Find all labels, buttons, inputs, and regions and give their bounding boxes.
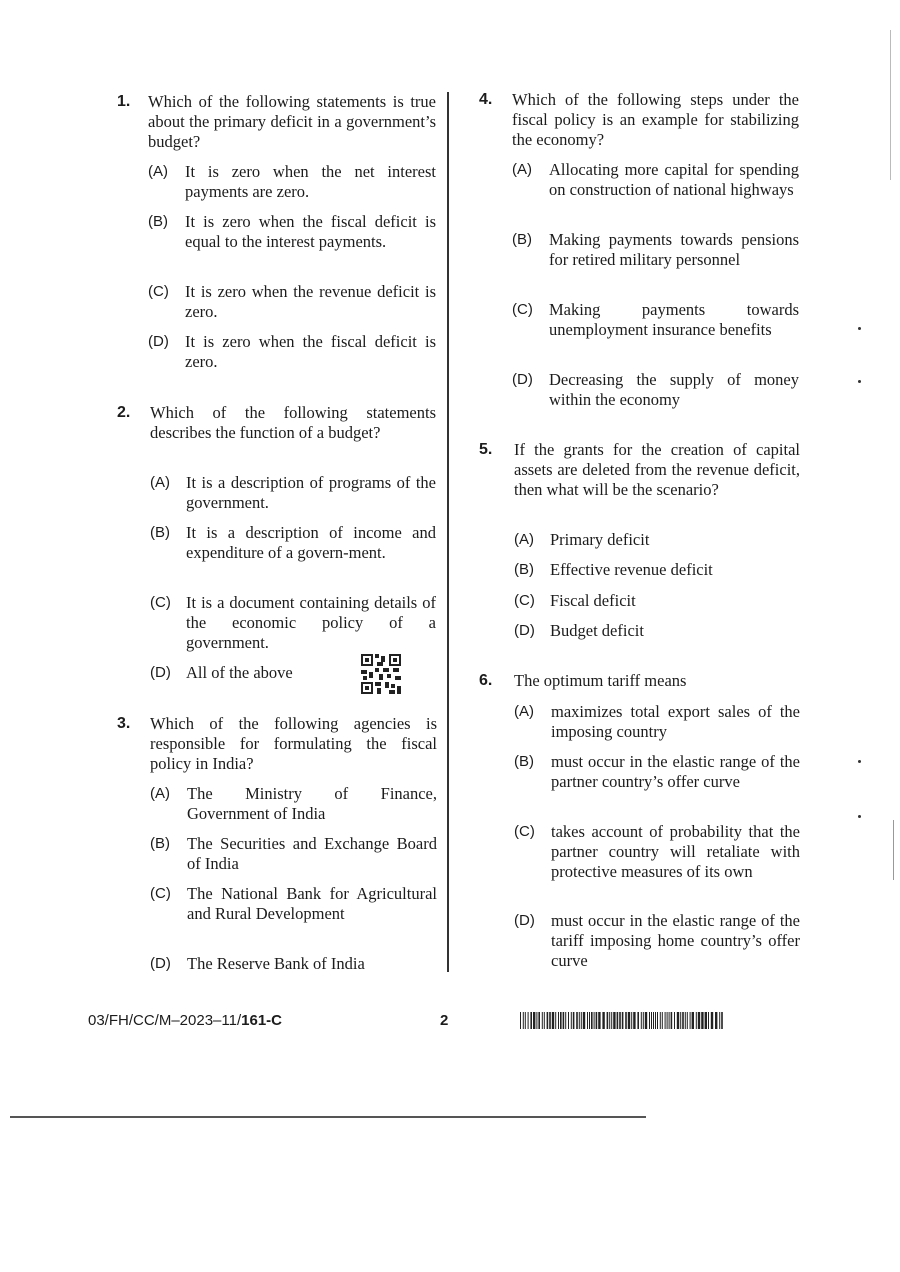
barcode-bar [571,1012,572,1029]
option-label: (B) [512,231,532,248]
option-text: The Securities and Exchange Board of India [187,834,437,873]
barcode-bar [589,1012,590,1029]
barcode-bar [525,1012,526,1029]
option-label: (D) [514,622,535,639]
option-text: It is zero when the revenue deficit is zero. [185,282,436,321]
barcode-bar [560,1012,562,1029]
option-label: (B) [514,561,534,578]
barcode-bar [555,1012,556,1029]
barcode-bar [583,1012,585,1029]
barcode-bar [568,1012,569,1029]
barcode-bar [536,1012,537,1029]
barcode-bar [576,1012,578,1029]
barcode-bar [715,1012,717,1029]
barcode-bar [609,1012,610,1029]
barcode-bar [721,1012,723,1029]
barcode-bar [591,1012,593,1029]
option-label: (C) [148,283,169,300]
barcode-bar [552,1012,554,1029]
scan-edge-mark [893,820,894,880]
option-text: All of the above [186,663,293,682]
option-text: takes account of probability that the partner country will retaliate with protective measures of its own [551,822,800,881]
barcode-bar [631,1012,632,1029]
question-number: 6. [479,672,493,689]
barcode-bar [530,1012,532,1029]
question-number: 3. [117,715,131,732]
barcode-bar [671,1012,673,1029]
barcode-bar [587,1012,588,1029]
option-label: (C) [150,594,171,611]
paper-code-prefix: 03/FH/CC/M–2023–11/ [88,1012,242,1029]
barcode-bar [653,1012,654,1029]
option-label: (B) [514,753,534,770]
barcode-bar [544,1012,545,1029]
barcode-bar [685,1012,686,1029]
option-text: maximizes total export sales of the imposing country [551,702,800,741]
option-label: (B) [148,213,168,230]
barcode-bar [558,1012,559,1029]
barcode-bar [687,1012,688,1029]
barcode [520,1012,724,1029]
option-label: (A) [514,531,534,548]
option-label: (D) [512,371,533,388]
scan-speck [858,760,861,763]
barcode-bar [662,1012,663,1029]
barcode-bar [701,1012,703,1029]
barcode-bar [547,1012,549,1029]
option-text: The Ministry of Finance, Government of India [187,784,437,823]
question-stem: Which of the following agencies is responsible for formulating the fiscal policy in India? [150,714,437,773]
question-number: 4. [479,91,493,108]
barcode-bar [649,1012,650,1029]
option-label: (A) [514,703,534,720]
option-text: Budget deficit [550,621,644,640]
barcode-bar [637,1012,639,1029]
barcode-bar [667,1012,668,1029]
barcode-bar [594,1012,595,1029]
barcode-bar [719,1012,720,1029]
column-divider [447,92,449,972]
option-label: (D) [148,333,169,350]
barcode-bar [682,1012,684,1029]
barcode-bar [598,1012,600,1029]
barcode-bar [641,1012,642,1029]
barcode-bar [711,1012,713,1029]
barcode-bar [563,1012,565,1029]
barcode-bar [660,1012,661,1029]
barcode-bar [645,1012,647,1029]
option-text: Making payments towards unemployment insurance benefits [549,300,799,339]
option-text: It is a description of income and expenditure of a govern-ment. [186,523,436,562]
option-text: must occur in the elastic range of the partner country’s offer curve [551,752,800,791]
barcode-bar [674,1012,675,1029]
barcode-bar [657,1012,658,1029]
barcode-bar [581,1012,582,1029]
barcode-bar [542,1012,543,1029]
option-label: (C) [514,592,535,609]
option-label: (A) [150,474,170,491]
barcode-bar [533,1012,535,1029]
question-number: 1. [117,93,131,110]
barcode-bar [651,1012,652,1029]
paper-code [88,1012,282,1029]
page-number: 2 [440,1012,449,1029]
option-label: (C) [512,301,533,318]
barcode-bar [633,1012,635,1029]
option-text: Primary deficit [550,530,650,549]
option-label: (C) [514,823,535,840]
option-text: Allocating more capital for spending on construction of national highways [549,160,799,199]
option-text: It is a description of programs of the government. [186,473,436,512]
barcode-bar [628,1012,630,1029]
option-label: (D) [150,664,171,681]
option-text: The National Bank for Agricultural and Rural Development [187,884,437,923]
option-text: Decreasing the supply of money within the economy [549,370,799,409]
barcode-bar [643,1012,644,1029]
barcode-bar [705,1012,707,1029]
barcode-bar [611,1012,612,1029]
barcode-bar [692,1012,694,1029]
option-label: (A) [150,785,170,802]
qr-code [361,654,401,694]
barcode-bar [677,1012,679,1029]
barcode-bar [565,1012,566,1029]
option-text: must occur in the elastic range of the tariff imposing home country’s offer curve [551,911,800,970]
option-text: The Reserve Bank of India [187,954,365,973]
scan-edge-line [10,1116,646,1118]
barcode-bar [680,1012,681,1029]
option-text: It is zero when the net interest payments are zero. [185,162,436,201]
option-text: Making payments towards pensions for retired military personnel [549,230,799,269]
option-label: (C) [150,885,171,902]
question-stem: Which of the following statements describes the function of a budget? [150,403,436,442]
question-stem: If the grants for the creation of capital assets are deleted from the revenue deficit, then what will be the scenario? [514,440,800,499]
option-text: It is a document containing details of the economic policy of a government. [186,593,436,652]
barcode-bar [665,1012,666,1029]
option-text: Effective revenue deficit [550,560,713,579]
barcode-bar [596,1012,598,1029]
option-label: (A) [148,163,168,180]
option-label: (A) [512,161,532,178]
option-label: (B) [150,524,170,541]
barcode-bar [607,1012,609,1029]
barcode-bar [549,1012,551,1029]
option-label: (D) [150,955,171,972]
question-number: 2. [117,404,131,421]
barcode-bar [625,1012,627,1029]
option-text: It is zero when the fiscal deficit is zero. [185,332,436,371]
scan-edge-mark [890,30,891,180]
question-stem: Which of the following steps under the fiscal policy is an example for stabilizing the economy? [512,90,799,149]
barcode-bar [602,1012,604,1029]
option-label: (D) [514,912,535,929]
question-stem: Which of the following statements is true about the primary deficit in a government’s budget? [148,92,436,151]
barcode-bar [520,1012,521,1029]
barcode-bar [617,1012,619,1029]
barcode-bar [669,1012,670,1029]
barcode-bar [708,1012,709,1029]
barcode-bar [619,1012,621,1029]
question-number: 5. [479,441,493,458]
barcode-bar [696,1012,697,1029]
barcode-bar [655,1012,656,1029]
option-text: Fiscal deficit [550,591,636,610]
scan-speck [858,380,861,383]
barcode-bar [579,1012,580,1029]
barcode-bar [690,1012,691,1029]
barcode-bar [528,1012,529,1029]
option-text: It is zero when the fiscal deficit is equal to the interest payments. [185,212,436,251]
paper-code-suffix: 161-C [241,1012,282,1029]
scan-speck [858,327,861,330]
scan-speck [858,815,861,818]
barcode-bar [523,1012,524,1029]
barcode-bar [698,1012,700,1029]
barcode-bar [613,1012,615,1029]
option-label: (B) [150,835,170,852]
barcode-bar [622,1012,624,1029]
barcode-bar [573,1012,575,1029]
barcode-bar [538,1012,540,1029]
question-stem: The optimum tariff means [514,671,687,690]
